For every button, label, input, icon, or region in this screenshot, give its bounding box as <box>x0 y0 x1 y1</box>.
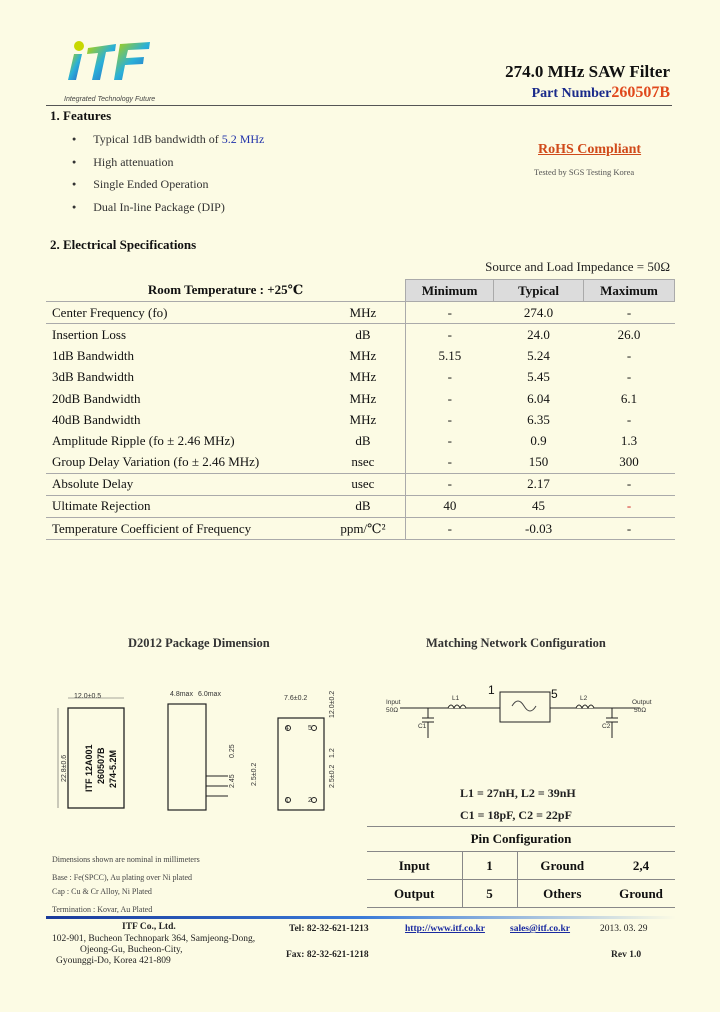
pin-cell: Output <box>367 880 462 908</box>
dim-text: 12.0±0.5 <box>74 693 102 700</box>
spec-parameter: Absolute Delay <box>46 473 321 495</box>
pin-cell: Ground <box>619 885 663 901</box>
inductor-values: L1 = 27nH, L2 = 39nH <box>460 786 576 800</box>
note: Base : Fe(SPCC), Au plating over Ni plated <box>52 873 192 882</box>
spec-unit: MHz <box>349 348 377 364</box>
footer-tel: Tel: 82-32-621-1213 <box>289 924 369 934</box>
spec-unit: dB <box>321 324 406 346</box>
port-label: 50Ω <box>634 707 647 714</box>
spec-typ: 274.0 <box>494 302 584 324</box>
spec-row <box>46 367 675 388</box>
spec-parameter: 1dB Bandwidth <box>52 348 134 364</box>
spec-row <box>46 473 675 495</box>
spec-parameter: Group Delay Variation (fo ± 2.46 MHz) <box>52 454 260 470</box>
website-link[interactable]: http://www.itf.co.kr <box>405 924 485 934</box>
col-maximum: Maximum <box>584 280 675 302</box>
marking-text: ITF 12A001 <box>84 744 94 792</box>
rohs-label: RoHS Compliant <box>538 142 642 157</box>
note: Dimensions shown are nominal in millimeters <box>52 855 200 864</box>
pin-1-label: 1 <box>488 683 495 697</box>
spec-min: - <box>406 518 494 540</box>
spec-row <box>46 518 675 540</box>
feature-item: ● High attenuation <box>72 151 264 174</box>
dim-text: 2.5±0.2 <box>329 764 336 788</box>
pin-config-heading: Pin Configuration <box>367 827 675 852</box>
spec-parameter: 40dB Bandwidth <box>52 411 141 427</box>
matching-heading: Matching Network Configuration <box>426 636 606 650</box>
spec-unit: nsec <box>351 454 375 470</box>
pin-cell: 1 <box>462 852 517 880</box>
component-label: L2 <box>580 695 588 702</box>
rohs-subtext: Tested by SGS Testing Korea <box>534 167 635 177</box>
spec-min: - <box>406 452 494 474</box>
spec-max: 300 <box>619 454 639 470</box>
col-minimum: Minimum <box>406 280 494 302</box>
company-logo <box>64 40 164 102</box>
capacitor-values: C1 = 18pF, C2 = 22pF <box>460 808 572 822</box>
note: Termination : Kovar, Au Plated <box>52 905 153 914</box>
spec-typ: 45 <box>494 495 584 517</box>
spec-parameter: Temperature Coefficient of Frequency <box>46 518 321 540</box>
header-divider <box>46 105 672 106</box>
bandwidth-value: 5.2 MHz <box>221 132 265 146</box>
part-number-label: Part Number <box>531 86 612 101</box>
dim-text: 1.2 <box>329 748 336 758</box>
pin-label: 2 <box>308 797 312 804</box>
spec-unit: MHz <box>349 390 377 406</box>
dim-text: 22.8±0.6 <box>61 754 68 782</box>
spec-unit: dB <box>355 432 371 448</box>
spec-typ: 6.04 <box>527 390 550 406</box>
spec-unit: MHz <box>349 411 377 427</box>
impedance-note: Source and Load Impedance = 50Ω <box>485 259 670 274</box>
package-notes <box>52 853 200 917</box>
spec-min: - <box>406 430 494 451</box>
spec-row <box>46 452 675 474</box>
spec-typ: 150 <box>528 454 549 470</box>
col-typical: Typical <box>494 280 584 302</box>
product-title: 274.0 MHz SAW Filter <box>505 62 670 81</box>
pin-label: 5 <box>308 725 312 732</box>
footer-divider <box>46 916 676 919</box>
port-label: Input <box>386 699 401 706</box>
spec-max: - <box>584 518 675 540</box>
spec-typ: 24.0 <box>494 324 584 346</box>
spec-typ: 2.17 <box>494 473 584 495</box>
spec-parameter: Center Frequency (fo) <box>46 302 321 324</box>
room-temperature: Room Temperature : +25℃ <box>46 280 406 302</box>
dim-text: 2.45 <box>229 774 236 788</box>
pin-cell: 5 <box>462 880 517 908</box>
spec-row <box>46 388 675 409</box>
footer-company: ITF Co., Ltd. <box>122 922 176 932</box>
component-label: C2 <box>602 723 611 730</box>
spec-min: - <box>406 302 494 324</box>
package-heading: D2012 Package Dimension <box>128 636 270 650</box>
pin-label: 4 <box>285 725 289 732</box>
spec-max: - <box>584 495 675 517</box>
spec-parameter: 20dB Bandwidth <box>52 390 141 406</box>
spec-typ: 6.35 <box>527 411 550 427</box>
footer-date: 2013. 03. 29 <box>600 924 648 934</box>
email-link[interactable]: sales@itf.co.kr <box>510 924 571 934</box>
spec-min: - <box>406 473 494 495</box>
spec-parameter: Amplitude Ripple (fo ± 2.46 MHz) <box>52 432 235 448</box>
part-number-value: 260507B <box>611 84 670 101</box>
spec-typ: -0.03 <box>494 518 584 540</box>
dim-text: 2.5±0.2 <box>251 762 258 786</box>
spec-min: 40 <box>406 495 494 517</box>
spec-max: 6.1 <box>620 390 638 406</box>
spec-row <box>46 430 675 451</box>
pin-row <box>367 880 675 908</box>
component-label: C1 <box>418 723 427 730</box>
footer-revision: Rev 1.0 <box>611 950 642 960</box>
component-label: L1 <box>452 695 460 702</box>
dim-text: 12.0±0.2 <box>329 690 336 718</box>
dim-text: 0.25 <box>229 744 236 758</box>
spec-max: - <box>584 473 675 495</box>
spec-unit: MHz <box>349 369 377 385</box>
spec-unit: MHz <box>321 302 406 324</box>
spec-max: - <box>626 369 632 385</box>
marking-text: 274-5.2M <box>108 749 118 788</box>
feature-item: ● Single Ended Operation <box>72 173 264 196</box>
spec-table <box>46 279 675 540</box>
spec-min: - <box>406 324 494 346</box>
footer-fax: Fax: 82-32-621-1218 <box>286 950 369 960</box>
spec-min: 5.15 <box>406 346 494 367</box>
spec-header-row <box>46 280 675 302</box>
marking-text: 260507B <box>96 747 106 784</box>
features-list <box>72 128 264 218</box>
pin-cell: Input <box>367 852 462 880</box>
spec-max: - <box>626 348 632 364</box>
dim-text: 4.8max <box>170 691 193 698</box>
spec-typ: 5.45 <box>527 369 550 385</box>
spec-row <box>46 409 675 430</box>
spec-min: - <box>406 388 494 409</box>
spec-max: - <box>626 411 632 427</box>
pin-cell: Others <box>543 885 582 901</box>
spec-unit: dB <box>321 495 406 517</box>
note: Cap : Cu & Cr Alloy, Ni Plated <box>52 887 152 896</box>
pin-5-label: 5 <box>551 687 558 701</box>
spec-max: 1.3 <box>620 432 638 448</box>
spec-max: - <box>584 302 675 324</box>
spec-row <box>46 324 675 346</box>
dim-text: 7.6±0.2 <box>284 695 308 702</box>
footer-address-2: Ojeong-Gu, Bucheon-City, <box>80 945 183 955</box>
matching-schematic <box>380 678 680 758</box>
electrical-heading: 2. Electrical Specifications <box>50 237 197 252</box>
feature-item: ● Typical 1dB bandwidth of 5.2 MHz <box>72 128 264 151</box>
part-number-line <box>532 84 670 102</box>
footer-address-3: Gyounggi-Do, Korea 421-809 <box>56 956 171 966</box>
package-drawing <box>46 678 356 838</box>
pin-config-table <box>367 826 675 908</box>
spec-row <box>46 346 675 367</box>
feature-item: ● Dual In-line Package (DIP) <box>72 196 264 219</box>
spec-max: 26.0 <box>584 324 675 346</box>
spec-parameter: 3dB Bandwidth <box>52 369 134 385</box>
spec-min: - <box>406 409 494 430</box>
logo-tagline: Integrated Technology Future <box>64 96 156 103</box>
spec-typ: 5.24 <box>527 348 550 364</box>
spec-row <box>46 302 675 324</box>
pin-cell: Ground <box>540 857 585 873</box>
port-label: 50Ω <box>386 707 399 714</box>
pin-row <box>367 852 675 880</box>
pin-label: 1 <box>285 797 289 804</box>
dim-text: 6.0max <box>198 691 221 698</box>
spec-row <box>46 495 675 517</box>
port-label: Output <box>632 699 652 706</box>
spec-unit: ppm/℃² <box>321 518 406 540</box>
spec-min: - <box>406 367 494 388</box>
footer-address-1: 102-901, Bucheon Technopark 364, Samjeong-Dong, <box>52 934 256 944</box>
pin-cell: 2,4 <box>632 857 650 873</box>
spec-typ: 0.9 <box>530 432 547 448</box>
spec-parameter: Ultimate Rejection <box>46 495 321 517</box>
spec-parameter: Insertion Loss <box>46 324 321 346</box>
features-heading: 1. Features <box>50 108 112 123</box>
spec-unit: usec <box>321 473 406 495</box>
